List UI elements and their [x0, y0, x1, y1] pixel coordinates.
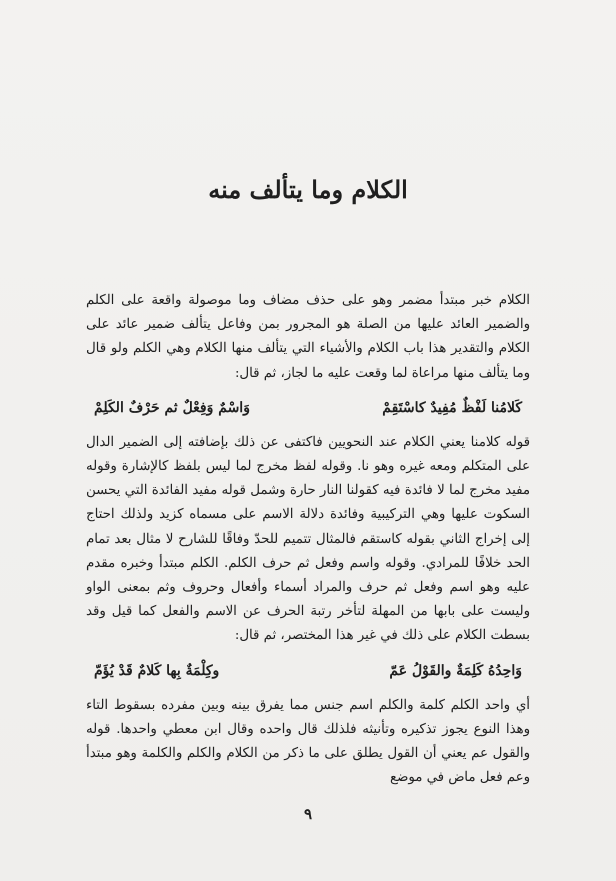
document-body: [86, 289, 530, 790]
verse-1-first-hemistich: كَلامُنا لَفْظٌ مُفِيدٌ كاسْتَقِمْ: [382, 399, 522, 416]
verse-2-first-hemistich: وَاحِدُهُ كَلِمَةٌ والقَوْلُ عَمّ: [389, 662, 522, 679]
verse-2: [86, 657, 530, 685]
paragraph-2: قوله كلامنا يعني الكلام عند النحويين فاكتفى عن ذلك بإضافته إلى الضمير الدال على المتكلم ومعه غيره وهو نا. وقوله لفظ مخرج لما ليس بلفظ كالإشارة وقوله مفيد مخرج لما لا فائدة فيه كقولنا النار حارة وشمل قوله مفيد الفائدة التي يحسن السكوت عليها وهي التركيبية وفائدة دلالة الاسم على مسماه كزيد ولذلك احتاج إلى إخراج الثاني بقوله كاستقم فالمثال تتميم للحدّ وفاقًا للشارح لا مثال بعد تمام الحد خلافًا للمرادي. وقوله واسم وفعل ثم حرف الكلم. الكلم مبتدأ وخبره مقدم عليه وهو اسم وفعل ثم حرف والمراد أسماء وأفعال وحروف وثم بمعنى الواو وليست على بابها من المهلة لتأخر رتبة الحرف عن الاسم والفعل كما قيل وقد بسطت الكلام على ذلك في غير هذا المختصر، ثم قال:: [86, 434, 530, 644]
page-number: ٩: [303, 805, 313, 823]
paragraph-3: أي واحد الكلم كلمة والكلم اسم جنس مما يفرق بينه وبين مفرده بسقوط التاء وهذا النوع يجوز تذكيره وتأنيثه فلذلك قال واحده وقال ابن معطي واحدها. قوله والقول عم يعني أن القول يطلق على ما ذكر من الكلام والكلم والكلمة وهو مبتدأ وعم فعل ماض في موضع: [86, 697, 530, 786]
verse-1: [86, 394, 530, 422]
verse-2-second-hemistich: وكِلْمَةٌ بِها كَلامٌ قَدْ يُؤَمّ: [94, 662, 220, 679]
page-title: الكلام وما يتألف منه: [208, 175, 408, 204]
verse-1-second-hemistich: وَاسْمٌ وَفِعْلٌ ثم حَرْفٌ الكَلِمْ: [94, 399, 250, 416]
paragraph-1: الكلام خبر مبتدأ مضمر وهو على حذف مضاف وما موصولة واقعة على الكلم والضمير العائد عليها من الصلة هو المجرور بمن وفاعل يتألف ضمير عائد على الكلام والتقدير هذا باب الكلام والأشياء التي يتألف منها الكلام وهي الكلم ولو قال وما يتألف منها مراعاة لما وقعت عليه ما لجاز، ثم قال:: [86, 293, 530, 381]
